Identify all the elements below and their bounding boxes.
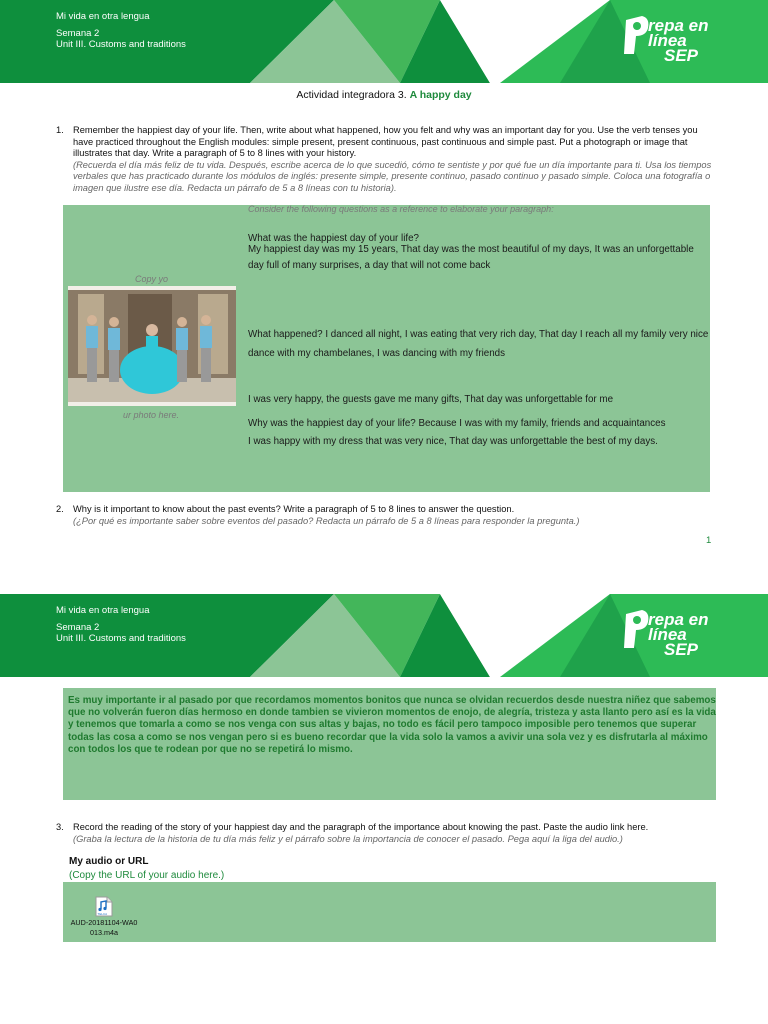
activity-title	[0, 89, 768, 101]
audio-instruction: (Copy the URL of your audio here.)	[69, 870, 225, 881]
question-2-english: Why is it important to know about the past events? Write a paragraph of 5 to 8 lines to answer the question.	[73, 504, 515, 514]
audio-heading: My audio or URL	[69, 856, 149, 867]
question-2-number: 2.	[56, 504, 64, 514]
photo-placeholder-text-b: ur photo here.	[123, 410, 180, 420]
box1-hint: Consider the following questions as a reference to elaborate your paragraph:	[248, 204, 554, 214]
prepa-en-linea-logo	[622, 612, 708, 657]
quinceanera-photo	[68, 286, 236, 406]
question-3-number: 3.	[56, 822, 64, 832]
box1-dress: I was happy with my dress that was very nice, That day was unforgettable the best of my days.	[248, 436, 658, 447]
logo-line2: línea	[648, 625, 687, 644]
logo-p-icon	[622, 608, 652, 652]
audio-file-name-line2: 013.m4a	[90, 928, 118, 937]
logo-line3: SEP	[664, 46, 699, 65]
header-course: Mi vida en otra lengua	[56, 605, 150, 616]
box1-question-happiest: What was the happiest day of your life?	[248, 233, 419, 244]
logo-line2: línea	[648, 31, 687, 50]
question-3	[56, 822, 712, 845]
logo-p-icon	[622, 14, 652, 58]
logo-line3: SEP	[664, 640, 699, 659]
audio-file-icon-graphic	[95, 896, 113, 917]
logo-line1: repa en	[648, 610, 709, 629]
question-1-number: 1.	[56, 125, 64, 135]
box2-answer-text: Es muy importante ir al pasado por que recordamos momentos bonitos que nunca se olvidan recuerdos desde nuestra niñez que sabemos que no volverán fueron días hermoso en donde tambien se vivieron momentos de enojo, de alegría, tristeza y asta llanto pero así es la vida y tenemos que tomarla a como se nos venga con sus altas y bajas, no todo es fácil pero tampoco imposible pero tenemos que superar todas las cosa a como se nos vengan pero si es bueno recordar que la vida solo la vamos a avivir una sola vez y es disfrutarla al máximo con todos los que te rodean por que no se repetirá lo mismo.	[68, 695, 716, 755]
page-number: 1	[706, 535, 712, 546]
header-course: Mi vida en otra lengua	[56, 11, 150, 22]
title-accent: A happy day	[409, 89, 472, 101]
audio-file-name-line1: AUD-20181104-WA0	[70, 918, 138, 927]
question-3-english: Record the reading of the story of your happiest day and the paragraph of the importance about knowing the past. Paste the audio link here.	[73, 822, 649, 832]
header-week: Semana 2	[56, 28, 100, 39]
audio-file-icon[interactable]	[95, 896, 113, 917]
box1-answer-happiest: My happiest day was my 15 years, That day was the most beautiful of my days, It was an unforgettable day full of many surprises, a day that will not come back	[248, 244, 694, 271]
logo-line1: repa en	[648, 16, 709, 35]
box1-why: Why was the happiest day of your life? Because I was with my family, friends and acquaintances	[248, 418, 666, 429]
audio-box[interactable]	[63, 882, 716, 942]
header-banner-page2	[0, 594, 768, 677]
question-1-spanish: (Recuerda el día más feliz de tu vida. Después, escribe acerca de lo que sucedió, cómo te sentiste y por qué fue un día importante para ti. Usa los tiempos verbales que has practicado durante los módulos de inglés: presente simple, presente continuo, pasado continuo y pasado simple. Coloca una fotografía o imagen que ilustre ese día. Redacta un párrafo de 5 a 8 líneas con tu historia).	[73, 159, 712, 193]
photo-illustration	[68, 286, 236, 406]
photo-placeholder-text-a: Copy yo	[135, 274, 169, 284]
question-2-spanish: (¿Por qué es importante saber sobre eventos del pasado? Redacta un párrafo de 5 a 8 líneas para responder la pregunta.)	[73, 515, 580, 526]
box1-feelings: I was very happy, the guests gave me many gifts, That day was unforgettable for me	[248, 394, 614, 405]
question-1-english: Remember the happiest day of your life. Then, write about what happened, how you felt and why was an important day for you. Use the verb tenses you have practiced throughout the English modules: simple present, present continuous, past continuous and simple past. Put a photograph or image that illustrates that day. Write a paragraph of 5 to 8 lines with your history.	[73, 125, 698, 158]
header-unit: Unit III. Customs and traditions	[56, 633, 186, 644]
header-week: Semana 2	[56, 622, 100, 633]
title-prefix: Actividad integradora 3.	[296, 89, 407, 101]
question-2	[56, 504, 712, 527]
prepa-en-linea-logo	[622, 18, 708, 63]
file-icon-label: TELCA	[97, 911, 108, 916]
question-3-spanish: (Graba la lectura de la historia de tu día más feliz y el párrafo sobre la importancia de conocer el pasado. Pega aquí la liga del audio.)	[73, 833, 623, 844]
question-1	[56, 125, 712, 194]
box1-what-happened: What happened? I danced all night, I was eating that very rich day, That day I reach all my family very nice dance with my chambelanes, I was dancing with my friends	[248, 329, 709, 359]
audio-file-name[interactable]	[64, 918, 144, 938]
header-banner-page1	[0, 0, 768, 83]
header-unit: Unit III. Customs and traditions	[56, 39, 186, 50]
